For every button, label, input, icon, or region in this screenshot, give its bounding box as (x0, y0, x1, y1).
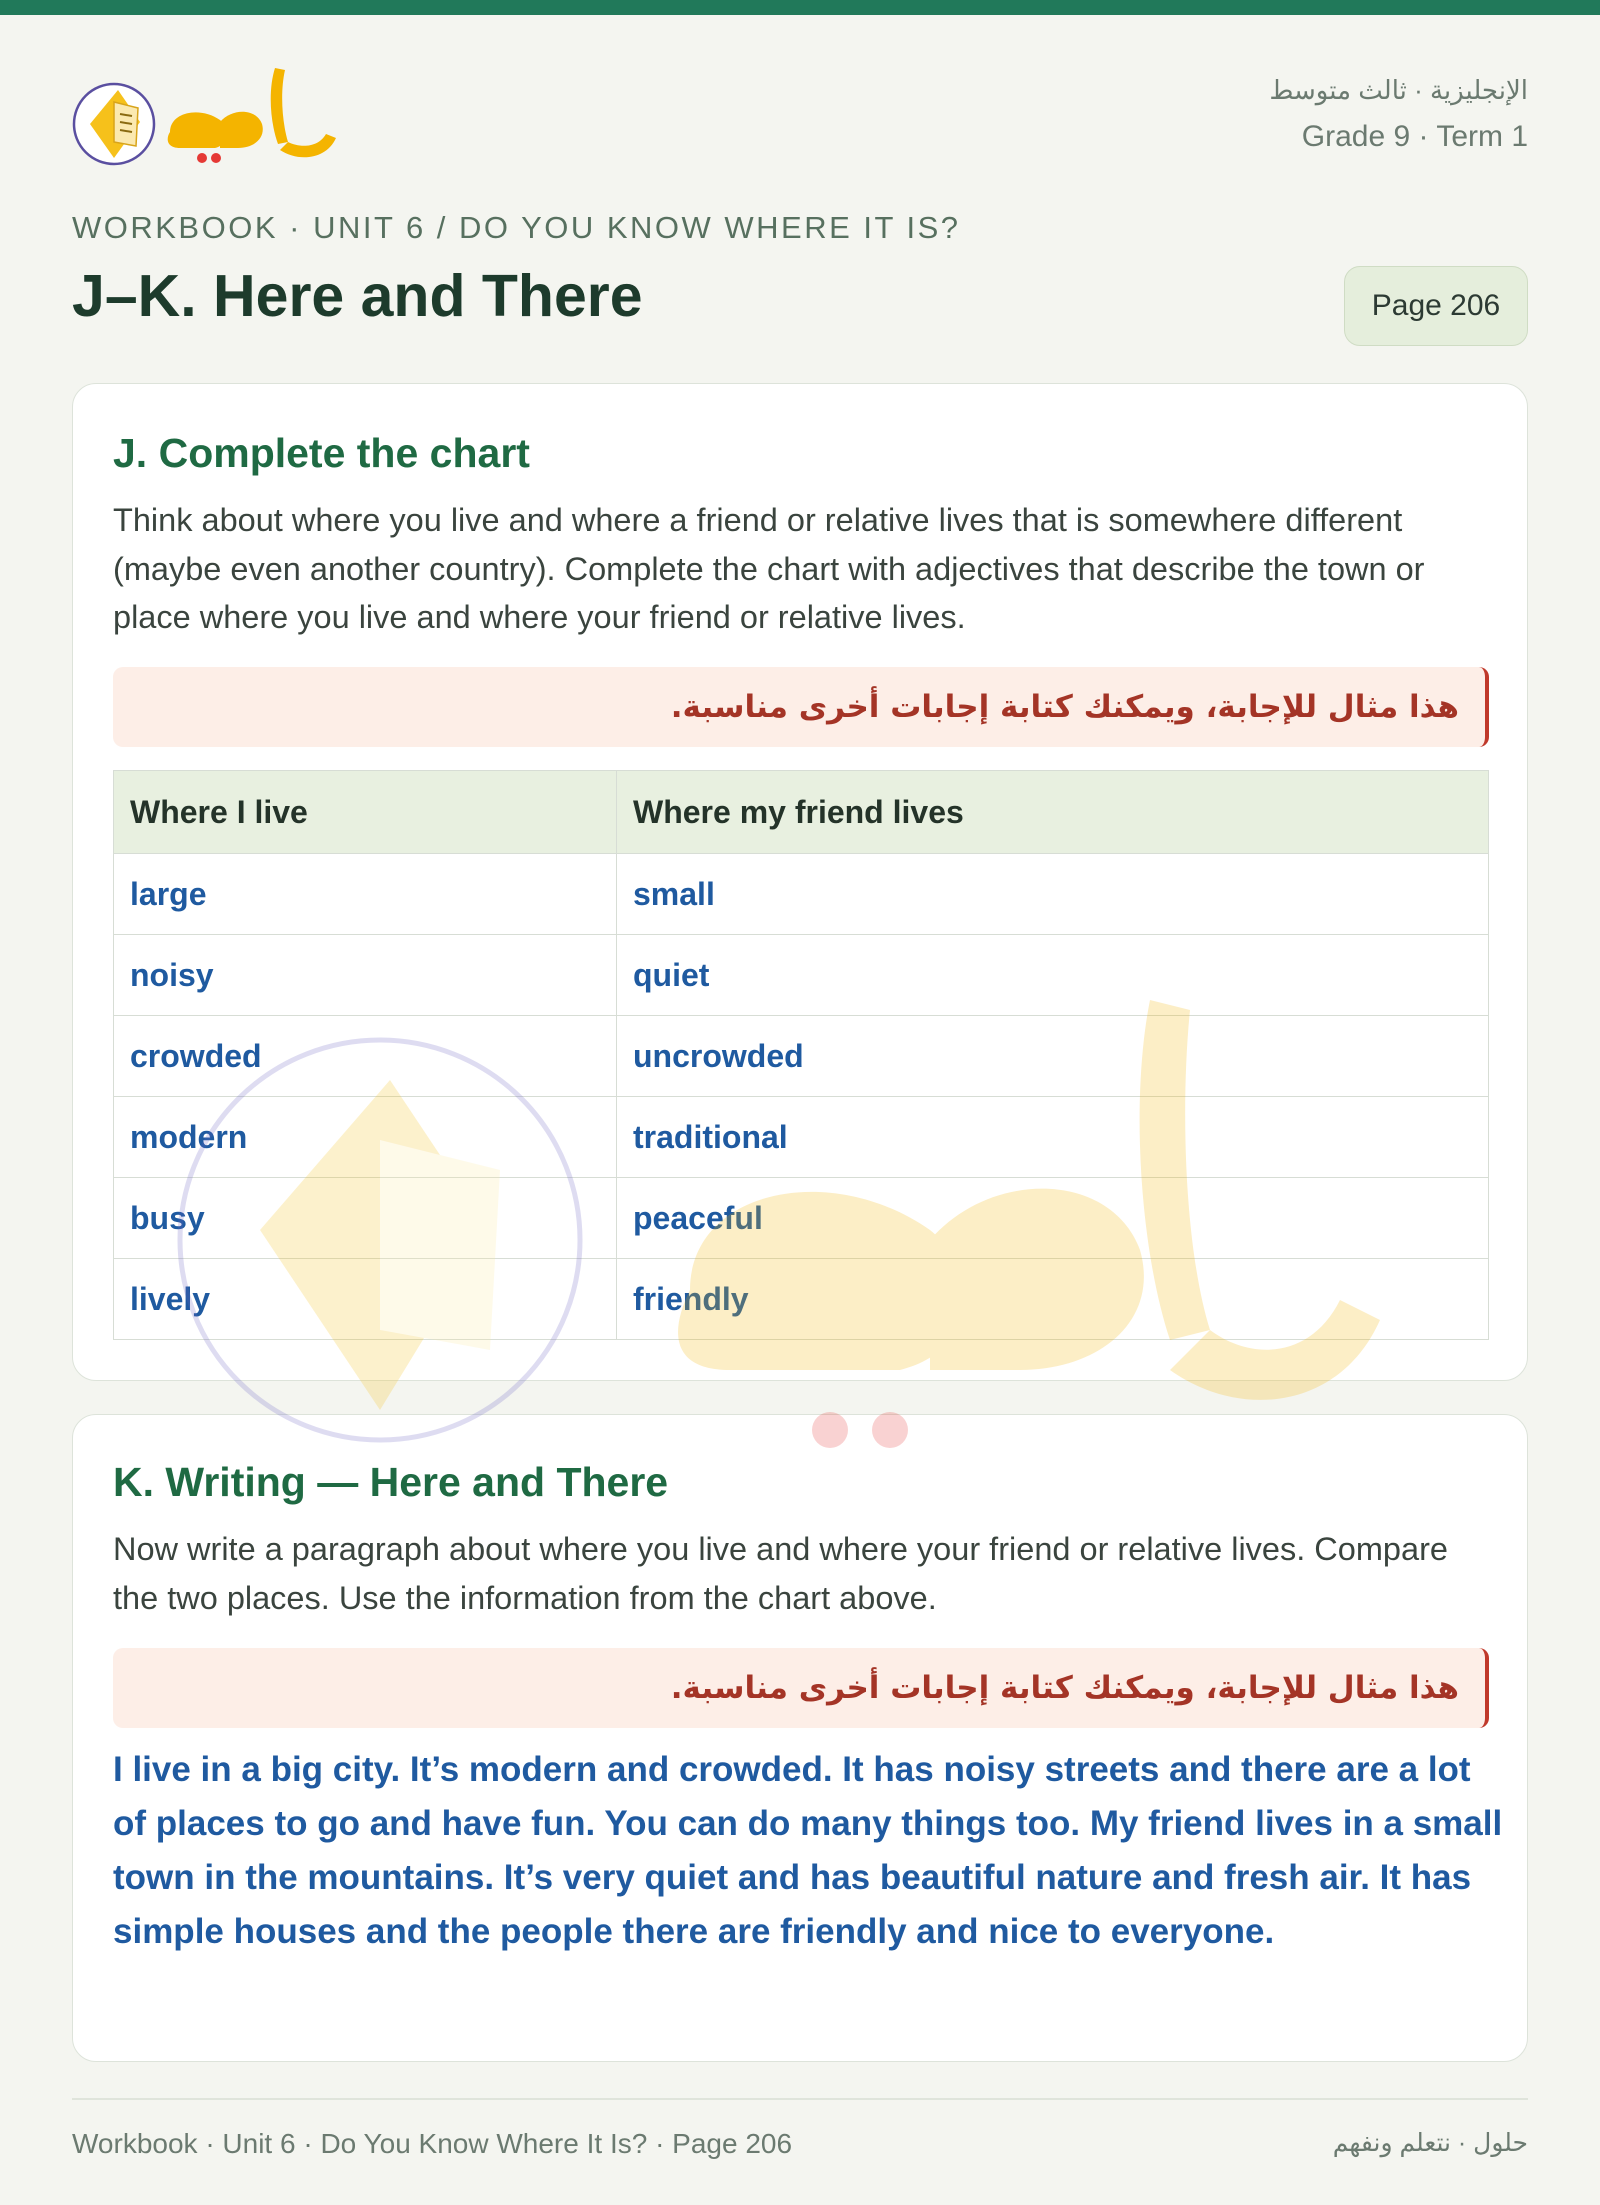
table-row (114, 935, 1489, 1016)
table-cell: uncrowded (617, 1016, 1489, 1097)
page-number-badge: Page 206 (1344, 266, 1528, 346)
section-j-card (72, 383, 1528, 1381)
table-cell: large (114, 854, 617, 935)
table-row (114, 1178, 1489, 1259)
table-cell: peaceful (617, 1178, 1489, 1259)
table-cell: lively (114, 1259, 617, 1340)
table-cell: friendly (617, 1259, 1489, 1340)
table-cell: modern (114, 1097, 617, 1178)
section-k-instruction: Now write a paragraph about where you live and where your friend or relative lives. Compare the two places. Use the information from the chart above. (113, 1531, 1448, 1616)
brand-logo (70, 62, 340, 172)
breadcrumb: WORKBOOK · UNIT 6 / DO YOU KNOW WHERE IT IS? (72, 210, 961, 245)
subject-grade-arabic: الإنجليزية · ثالث متوسط (1269, 75, 1528, 105)
footer-brand-slogan: حلول · نتعلم ونفهم (1332, 2129, 1528, 2157)
section-j-title: J. Complete the chart (113, 430, 530, 476)
table-cell: noisy (114, 935, 617, 1016)
grade-term: Grade 9 · Term 1 (1301, 120, 1528, 153)
footer-reference: Workbook · Unit 6 · Do You Know Where It Is? · Page 206 (72, 2128, 793, 2159)
table-header-row (114, 771, 1489, 854)
page-title: J–K. Here and There (72, 263, 643, 329)
model-answer-paragraph: I live in a big city. It’s modern and crowded. It has noisy streets and there are a lot of places to go and have fun. You can do many things too. My friend lives in a small town in the mountains. It’s very quiet and has beautiful nature and fresh air. It has simple houses and the people there are friendly and nice to everyone. (113, 1750, 1503, 1951)
adjectives-chart (113, 770, 1489, 1340)
section-k-card (72, 1414, 1528, 2062)
table-cell: quiet (617, 935, 1489, 1016)
table-cell: busy (114, 1178, 617, 1259)
column-header: Where my friend lives (617, 771, 1489, 854)
table-row (114, 1259, 1489, 1340)
table-row (114, 1097, 1489, 1178)
table-cell: small (617, 854, 1489, 935)
table-cell: crowded (114, 1016, 617, 1097)
answer-note: هذا مثال للإجابة، ويمكنك كتابة إجابات أخرى مناسبة. (113, 1648, 1489, 1728)
column-header: Where I live (114, 771, 617, 854)
section-j-instruction: Think about where you live and where a friend or relative lives that is somewhere different (maybe even another country). Complete the chart with adjectives that describe the town or place where you live and where your friend or relative lives. (113, 502, 1425, 635)
section-k-title: K. Writing — Here and There (113, 1459, 669, 1505)
footer-divider (72, 2098, 1528, 2100)
top-accent-bar (0, 0, 1600, 15)
table-row (114, 1016, 1489, 1097)
table-cell: traditional (617, 1097, 1489, 1178)
answer-note: هذا مثال للإجابة، ويمكنك كتابة إجابات أخرى مناسبة. (113, 667, 1489, 747)
table-row (114, 854, 1489, 935)
